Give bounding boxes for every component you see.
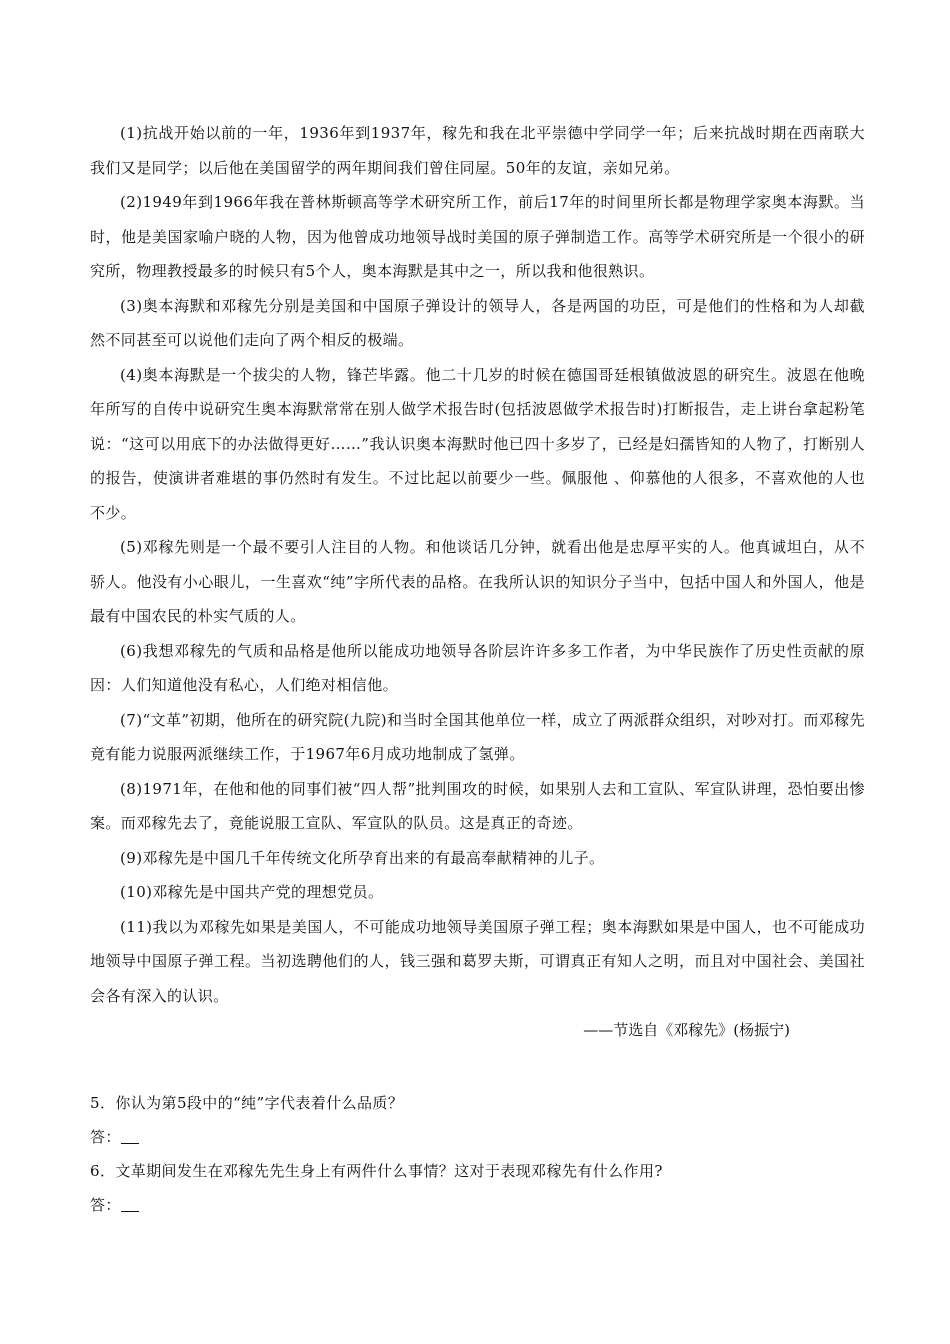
paragraph-3: (3)奥本海默和邓稼先分别是美国和中国原子弹设计的领导人，各是两国的功臣，可是他们的性格和为人却截然不同甚至可以说他们走向了两个相反的极端。 [90, 296, 865, 349]
paragraph-1: (1)抗战开始以前的一年，1936年到1937年，稼先和我在北平崇德中学同学一年；后来抗战时期在西南联大我们又是同学；以后他在美国留学的两年期间我们曾住同屋。50年的友谊，亲如兄弟。 [90, 124, 865, 177]
paragraph-2: (2)1949年到1966年我在普林斯顿高等学术研究所工作，前后17年的时间里所长都是物理学家奥本海默。当时，他是美国家喻户晓的人物，因为他曾成功地领导战时美国的原子弹制造工作。高等学术研究所是一个很小的研究所，物理教授最多的时候只有5个人，奥本海默是其中之一，所以我和他很熟识。 [90, 193, 865, 280]
paragraph-11: (11)我以为邓稼先如果是美国人，不可能成功地领导美国原子弹工程；奥本海默如果是中国人，也不可能成功地领导中国原子弹工程。当初选聘他们的人，钱三强和葛罗夫斯，可谓真正有知人之明，而且对中国社会、美国社会各有深入的认识。 [90, 917, 865, 1005]
answer-line-6 [90, 1188, 865, 1222]
questions-section [90, 1086, 865, 1222]
answer-blank-5[interactable] [121, 1129, 139, 1144]
paragraph-4: (4)奥本海默是一个拔尖的人物，锋芒毕露。他二十几岁的时候在德国哥廷根镇做波恩的研究生。波恩在他晚年所写的自传中说研究生奥本海默常常在别人做学术报告时(包括波恩做学术报告时)打断报告，走上讲台拿起粉笔说：“这可以用底下的办法做得更好……”我认识奥本海默时他已四十多岁了，已经是妇孺皆知的人物了，打断别人的报告，使演讲者难堪的事仍然时有发生。不过比起以前要少一些。佩服他 、仰慕他的人很多，不喜欢他的人也不少。 [90, 365, 865, 522]
paragraph-7: (7)“文革”初期，他所在的研究院(九院)和当时全国其他单位一样，成立了两派群众组织，对吵对打。而邓稼先竟有能力说服两派继续工作，于1967年6月成功地制成了氢弹。 [90, 710, 865, 763]
answer-label: 答： [90, 1196, 121, 1214]
question-6: 6．文革期间发生在邓稼先先生身上有两件什么事情？这对于表现邓稼先有什么作用? [90, 1162, 663, 1180]
answer-label: 答： [90, 1128, 121, 1146]
answer-line-5 [90, 1120, 865, 1154]
paragraph-6: (6)我想邓稼先的气质和品格是他所以能成功地领导各阶层许许多多工作者，为中华民族作了历史性贡献的原因：人们知道他没有私心，人们绝对相信他。 [90, 641, 865, 694]
answer-blank-6[interactable] [121, 1197, 139, 1212]
paragraph-10: (10)邓稼先是中国共产党的理想党员。 [120, 883, 384, 901]
question-5: 5．你认为第5段中的“纯”字代表着什么品质？ [90, 1094, 404, 1112]
paragraph-9: (9)邓稼先是中国几千年传统文化所孕育出来的有最高奉献精神的儿子。 [120, 848, 605, 867]
paragraph-8: (8)1971年，在他和他的同事们被“四人帮”批判围攻的时候，如果别人去和工宣队、军宣队讲理，恐怕要出惨案。而邓稼先去了，竟能说服工宣队、军宣队的队员。这是真正的奇迹。 [90, 779, 865, 832]
paragraph-5: (5)邓稼先则是一个最不要引人注目的人物。和他谈话几分钟，就看出他是忠厚平实的人。他真诚坦白，从不骄人。他没有小心眼儿，一生喜欢“纯”字所代表的品格。在我所认识的知识分子当中，包括中国人和外国人，他是最有中国农民的朴实气质的人。 [90, 538, 865, 625]
passage-source: ——节选自《邓稼先》(杨振宁) [583, 1021, 790, 1039]
reading-passage [90, 116, 865, 1047]
